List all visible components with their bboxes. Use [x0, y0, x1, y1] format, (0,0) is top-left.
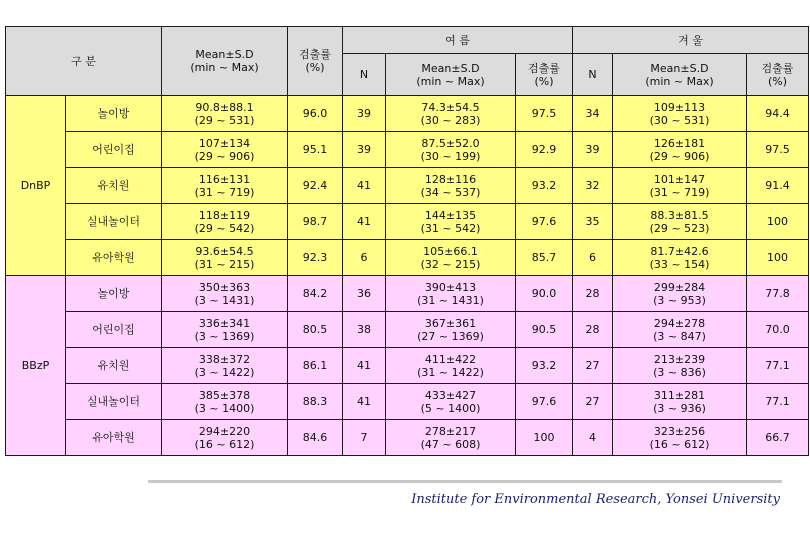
summer-cell-range: (31 ~ 1422): [417, 365, 484, 379]
table-row: [6, 384, 809, 420]
summer-cell-range: (47 ~ 608): [420, 437, 481, 451]
header-rate-label: 검출률: [299, 48, 331, 61]
header-winter-mean: [613, 54, 747, 96]
summer-rate-cell: 97.5: [516, 96, 573, 132]
overall-cell-mean: 385±378: [198, 388, 251, 402]
table-row: [6, 348, 809, 384]
winter-cell: [613, 348, 747, 384]
header-minmax-label: (min ~ Max): [190, 61, 259, 74]
summer-cell: [386, 384, 516, 420]
overall-cell: [162, 276, 288, 312]
overall-rate-cell: 98.7: [288, 204, 343, 240]
footer-institute: Institute for Environmental Research, Yonsei University: [411, 492, 780, 507]
winter-rate-cell: 77.8: [747, 276, 809, 312]
overall-cell-mean: 90.8±88.1: [195, 100, 254, 114]
facility-cell: 놀이방: [66, 96, 162, 132]
summer-cell-mean: 87.5±52.0: [421, 136, 480, 150]
winter-rate-cell: 77.1: [747, 348, 809, 384]
summer-cell-range: (31 ~ 1431): [417, 293, 484, 307]
overall-cell: [162, 168, 288, 204]
summer-rate-cell: 97.6: [516, 384, 573, 420]
summer-rate-cell: 100: [516, 420, 573, 456]
overall-cell-mean: 336±341: [198, 316, 251, 330]
overall-cell: [162, 348, 288, 384]
overall-cell-range: (29 ~ 542): [194, 221, 255, 235]
header-mean-label: Mean±S.D: [195, 48, 254, 61]
summer-cell-range: (34 ~ 537): [420, 185, 481, 199]
summer-cell-range: (27 ~ 1369): [417, 329, 484, 343]
winter-cell-range: (29 ~ 523): [649, 221, 710, 235]
overall-cell-mean: 116±131: [198, 172, 251, 186]
summer-rate-cell: 90.5: [516, 312, 573, 348]
winter-n-cell: 35: [573, 204, 613, 240]
overall-cell-mean: 350±363: [198, 280, 251, 294]
winter-cell-mean: 126±181: [653, 136, 706, 150]
summer-cell: [386, 348, 516, 384]
summer-cell-range: (30 ~ 199): [420, 149, 481, 163]
overall-rate-cell: 80.5: [288, 312, 343, 348]
overall-cell: [162, 240, 288, 276]
table-row: [6, 168, 809, 204]
header-category: 구 분: [6, 27, 162, 96]
summer-cell: [386, 132, 516, 168]
table-row: [6, 204, 809, 240]
header-winter-mean-label: Mean±S.D: [650, 61, 709, 75]
overall-cell: [162, 132, 288, 168]
summer-n-cell: 41: [343, 204, 386, 240]
header-percent-label: (%): [305, 61, 325, 74]
summer-cell: [386, 168, 516, 204]
overall-cell-range: (29 ~ 531): [194, 113, 255, 127]
summer-cell-mean: 278±217: [424, 424, 477, 438]
overall-cell-range: (3 ~ 1422): [194, 365, 255, 379]
winter-cell-mean: 109±113: [653, 100, 706, 114]
winter-cell: [613, 132, 747, 168]
overall-cell-mean: 118±119: [198, 208, 251, 222]
summer-n-cell: 39: [343, 132, 386, 168]
table-row: [6, 312, 809, 348]
winter-n-cell: 39: [573, 132, 613, 168]
overall-cell: [162, 204, 288, 240]
overall-rate-cell: 96.0: [288, 96, 343, 132]
summer-cell: [386, 240, 516, 276]
winter-n-cell: 34: [573, 96, 613, 132]
summer-n-cell: 41: [343, 168, 386, 204]
header-summer-minmax-label: (min ~ Max): [416, 74, 485, 88]
summer-n-cell: 39: [343, 96, 386, 132]
winter-n-cell: 28: [573, 312, 613, 348]
summer-cell-mean: 411±422: [424, 352, 477, 366]
summer-cell: [386, 276, 516, 312]
group-label: DnBP: [6, 96, 66, 276]
summer-cell-range: (30 ~ 283): [420, 113, 481, 127]
header-detect-rate: [288, 27, 343, 96]
overall-rate-cell: 95.1: [288, 132, 343, 168]
winter-rate-cell: 77.1: [747, 384, 809, 420]
facility-cell: 어린이집: [66, 312, 162, 348]
winter-n-cell: 4: [573, 420, 613, 456]
winter-cell-range: (3 ~ 836): [653, 365, 706, 379]
header-winter-percent-label: (%): [767, 74, 788, 88]
header-summer-mean-label: Mean±S.D: [421, 61, 480, 75]
facility-cell: 실내놀이터: [66, 384, 162, 420]
summer-n-cell: 7: [343, 420, 386, 456]
winter-n-cell: 6: [573, 240, 613, 276]
winter-n-cell: 28: [573, 276, 613, 312]
summer-cell: [386, 96, 516, 132]
header-summer: 여 름: [343, 27, 573, 54]
overall-cell-mean: 107±134: [198, 136, 251, 150]
winter-cell: [613, 96, 747, 132]
summer-cell: [386, 204, 516, 240]
facility-cell: 유아학원: [66, 420, 162, 456]
winter-cell-range: (3 ~ 847): [653, 329, 706, 343]
summer-cell-mean: 390±413: [424, 280, 477, 294]
winter-cell-mean: 88.3±81.5: [650, 208, 709, 222]
summer-cell-mean: 74.3±54.5: [421, 100, 480, 114]
winter-cell-mean: 311±281: [653, 388, 706, 402]
summer-n-cell: 41: [343, 348, 386, 384]
winter-cell-mean: 323±256: [653, 424, 706, 438]
winter-cell-range: (16 ~ 612): [649, 437, 710, 451]
summer-cell-mean: 433±427: [424, 388, 477, 402]
overall-cell-mean: 93.6±54.5: [195, 244, 254, 258]
winter-cell: [613, 204, 747, 240]
summer-rate-cell: 92.9: [516, 132, 573, 168]
facility-cell: 놀이방: [66, 276, 162, 312]
winter-rate-cell: 91.4: [747, 168, 809, 204]
summer-cell-range: (5 ~ 1400): [420, 401, 481, 415]
overall-cell: [162, 312, 288, 348]
header-summer-rate: [516, 54, 573, 96]
group-label: BBzP: [6, 276, 66, 456]
summer-rate-cell: 93.2: [516, 348, 573, 384]
header-winter: 겨 울: [573, 27, 809, 54]
winter-rate-cell: 100: [747, 204, 809, 240]
summer-n-cell: 38: [343, 312, 386, 348]
overall-cell-mean: 338±372: [198, 352, 251, 366]
winter-cell: [613, 240, 747, 276]
summer-rate-cell: 90.0: [516, 276, 573, 312]
facility-cell: 유치원: [66, 168, 162, 204]
summer-cell-mean: 128±116: [424, 172, 477, 186]
table-row: [6, 96, 809, 132]
winter-n-cell: 27: [573, 384, 613, 420]
winter-n-cell: 32: [573, 168, 613, 204]
summer-n-cell: 36: [343, 276, 386, 312]
header-summer-mean: [386, 54, 516, 96]
table-row: [6, 420, 809, 456]
winter-cell-range: (30 ~ 531): [649, 113, 710, 127]
header-winter-minmax-label: (min ~ Max): [645, 74, 714, 88]
overall-rate-cell: 86.1: [288, 348, 343, 384]
header-winter-n: N: [573, 54, 613, 96]
winter-cell-mean: 299±284: [653, 280, 706, 294]
winter-cell: [613, 420, 747, 456]
table-body: [6, 96, 809, 456]
facility-cell: 실내놀이터: [66, 204, 162, 240]
overall-cell-range: (3 ~ 1400): [194, 401, 255, 415]
header-mean-sd: [162, 27, 288, 96]
winter-cell-mean: 294±278: [653, 316, 706, 330]
header-summer-percent-label: (%): [534, 74, 554, 88]
summer-rate-cell: 93.2: [516, 168, 573, 204]
table-row: [6, 276, 809, 312]
table-row: [6, 132, 809, 168]
winter-cell: [613, 312, 747, 348]
winter-rate-cell: 100: [747, 240, 809, 276]
winter-cell-mean: 101±147: [653, 172, 706, 186]
overall-cell: [162, 96, 288, 132]
winter-cell-range: (3 ~ 936): [653, 401, 706, 415]
winter-cell-range: (29 ~ 906): [649, 149, 710, 163]
summer-cell-range: (31 ~ 542): [420, 221, 481, 235]
winter-cell-range: (3 ~ 953): [653, 293, 706, 307]
facility-cell: 유치원: [66, 348, 162, 384]
summer-rate-cell: 97.6: [516, 204, 573, 240]
overall-rate-cell: 84.2: [288, 276, 343, 312]
phthalate-table: [5, 26, 809, 456]
summer-rate-cell: 85.7: [516, 240, 573, 276]
overall-rate-cell: 88.3: [288, 384, 343, 420]
winter-rate-cell: 66.7: [747, 420, 809, 456]
header-winter-rate: [747, 54, 809, 96]
header-summer-rate-label: 검출률: [528, 61, 560, 75]
summer-cell-mean: 367±361: [424, 316, 477, 330]
summer-cell-mean: 105±66.1: [423, 244, 478, 258]
table-row: [6, 240, 809, 276]
overall-rate-cell: 92.4: [288, 168, 343, 204]
summer-n-cell: 41: [343, 384, 386, 420]
winter-cell-range: (33 ~ 154): [649, 257, 710, 271]
summer-cell-range: (32 ~ 215): [420, 257, 481, 271]
overall-cell-range: (31 ~ 215): [194, 257, 255, 271]
winter-rate-cell: 97.5: [747, 132, 809, 168]
winter-cell-range: (31 ~ 719): [649, 185, 710, 199]
overall-cell-range: (29 ~ 906): [194, 149, 255, 163]
winter-cell-mean: 81.7±42.6: [650, 244, 709, 258]
overall-cell-mean: 294±220: [198, 424, 251, 438]
overall-cell: [162, 384, 288, 420]
overall-rate-cell: 84.6: [288, 420, 343, 456]
overall-cell: [162, 420, 288, 456]
summer-n-cell: 6: [343, 240, 386, 276]
facility-cell: 유아학원: [66, 240, 162, 276]
overall-cell-range: (16 ~ 612): [194, 437, 255, 451]
summer-cell: [386, 312, 516, 348]
overall-cell-range: (3 ~ 1369): [194, 329, 255, 343]
winter-cell-mean: 213±239: [653, 352, 706, 366]
facility-cell: 어린이집: [66, 132, 162, 168]
summer-cell: [386, 420, 516, 456]
overall-rate-cell: 92.3: [288, 240, 343, 276]
footer-divider: [148, 480, 782, 483]
winter-rate-cell: 70.0: [747, 312, 809, 348]
header-summer-n: N: [343, 54, 386, 96]
overall-cell-range: (3 ~ 1431): [194, 293, 255, 307]
summer-cell-mean: 144±135: [424, 208, 477, 222]
winter-n-cell: 27: [573, 348, 613, 384]
winter-rate-cell: 94.4: [747, 96, 809, 132]
winter-cell: [613, 384, 747, 420]
winter-cell: [613, 276, 747, 312]
overall-cell-range: (31 ~ 719): [194, 185, 255, 199]
header-winter-rate-label: 검출률: [761, 61, 794, 75]
winter-cell: [613, 168, 747, 204]
